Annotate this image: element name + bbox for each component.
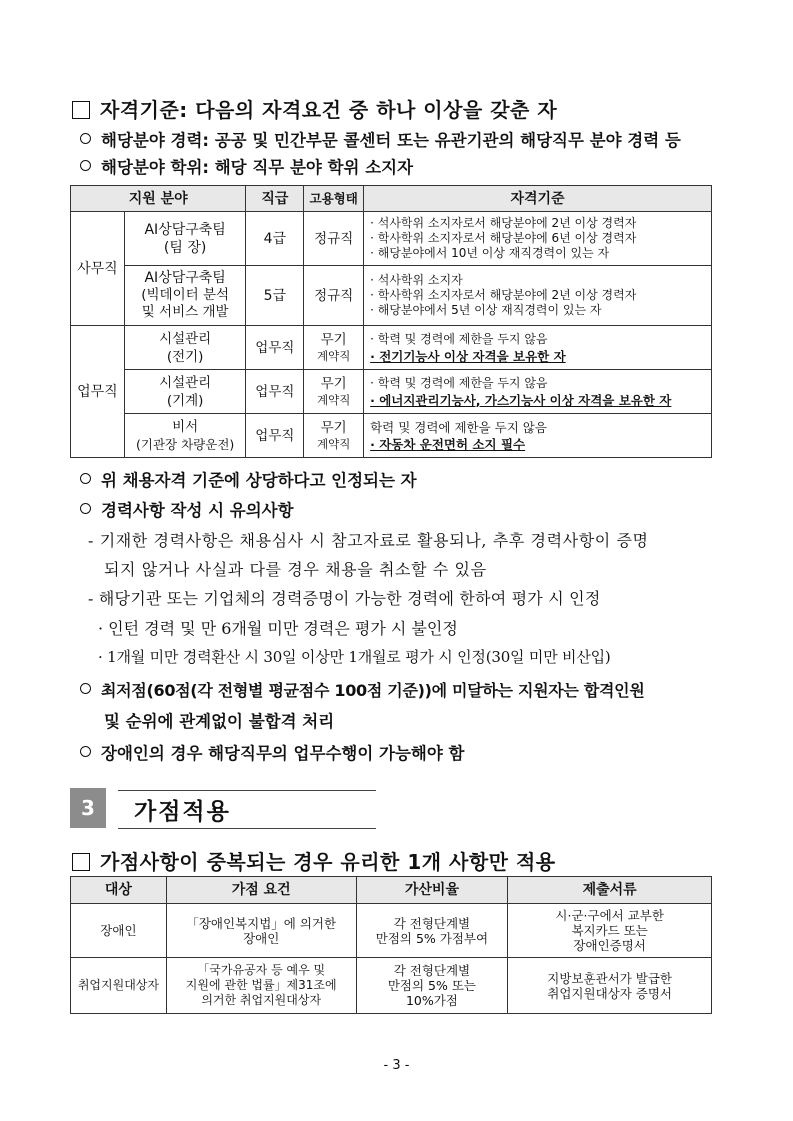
header-type: 고용형태 xyxy=(304,186,364,212)
rate-cell: 각 전형단계별 만점의 5% 또는 10%가점 xyxy=(356,958,508,1014)
grade-cell: 4급 xyxy=(246,212,304,266)
field-cell: AI상담구축팀 (빅데이터 분석 및 서비스 개발 xyxy=(124,266,246,326)
circle-bullet-icon xyxy=(80,473,91,484)
header-criteria: 자격기준 xyxy=(364,186,712,212)
table-row xyxy=(71,904,712,958)
target-cell: 장애인 xyxy=(71,904,167,958)
bonus-heading: 가점사항이 중복되는 경우 유리한 1개 사항만 적용 xyxy=(72,846,556,875)
qualification-heading: 자격기준: 다음의 자격요건 중 하나 이상을 갖춘 자 xyxy=(72,94,557,123)
note-disability: 장애인의 경우 해당직무의 업무수행이 가능해야 함 xyxy=(80,740,464,764)
type-cell: 무기 계약직 xyxy=(304,370,364,414)
circle-bullet-icon xyxy=(80,746,91,757)
type-cell: 무기 계약직 xyxy=(304,414,364,458)
criteria-cell: · 학력 및 경력에 제한을 두지 않음 · 전기기능사 이상 자격을 보유한 자 xyxy=(364,326,712,370)
table-row xyxy=(71,326,712,370)
table-row xyxy=(71,212,712,266)
note-minimum-score: 최저점(60점(각 전형별 평균점수 100점 기준))에 미달하는 지원자는 합격인원 xyxy=(80,678,644,701)
field-cell: 비서 (기관장 차량운전) xyxy=(124,414,246,458)
grade-cell: 5급 xyxy=(246,266,304,326)
table-row xyxy=(71,370,712,414)
table-header-row xyxy=(71,877,712,904)
circle-bullet-icon xyxy=(80,160,91,171)
page-number: - 3 - xyxy=(383,1058,410,1073)
header-field: 지원 분야 xyxy=(71,186,246,212)
table-row xyxy=(71,958,712,1014)
section-top-line xyxy=(118,790,376,791)
bullet-career: 해당분야 경력: 공공 및 민간부문 콜센터 또는 유관기관의 해당직무 분야 경력 등 xyxy=(80,127,681,151)
field-cell: 시설관리 (기계) xyxy=(124,370,246,414)
type-cell: 무기 계약직 xyxy=(304,326,364,370)
table-header-row xyxy=(71,186,712,212)
checkbox-square-icon xyxy=(72,101,90,119)
requirement-cell: 「장애인복지법」에 의거한 장애인 xyxy=(166,904,356,958)
qualification-table xyxy=(70,185,712,458)
circle-bullet-icon xyxy=(80,503,91,514)
table-row xyxy=(71,266,712,326)
section-bottom-line xyxy=(118,828,376,829)
requirement-cell: 「국가유공자 등 예우 및 지원에 관한 법률」제31조에 의거한 취업지원대상자 xyxy=(166,958,356,1014)
rate-cell: 각 전형단계별 만점의 5% 가점부여 xyxy=(356,904,508,958)
criteria-cell: · 학력 및 경력에 제한을 두지 않음 · 에너지관리기능사, 가스기능사 이상 자격을 보유한 자 xyxy=(364,370,712,414)
type-cell: 정규직 xyxy=(304,212,364,266)
bullet-degree: 해당분야 학위: 해당 직무 분야 학위 소지자 xyxy=(80,154,413,178)
criteria-cell: 학력 및 경력에 제한을 두지 않음 · 자동차 운전면허 소지 필수 xyxy=(364,414,712,458)
header-target: 대상 xyxy=(71,877,167,904)
documents-cell: 지방보훈관서가 발급한 취업지원대상자 증명서 xyxy=(508,958,712,1014)
group-operations: 업무직 xyxy=(71,326,125,458)
circle-bullet-icon xyxy=(80,683,91,694)
note-equivalent: 위 채용자격 기준에 상당하다고 인정되는 자 xyxy=(80,467,417,491)
section-number: 3 xyxy=(70,788,106,828)
note-detail-1a: - 기재한 경력사항은 채용심사 시 참고자료로 활용되나, 추후 경력사항이 증명 xyxy=(88,531,649,550)
bonus-table xyxy=(70,876,712,1014)
circle-bullet-icon xyxy=(80,133,91,144)
table-row xyxy=(71,414,712,458)
checkbox-square-icon xyxy=(72,853,90,871)
criteria-cell: · 석사학위 소지자로서 해당분야에 2년 이상 경력자 · 학사학위 소지자로서 해당분야에 6년 이상 경력자 · 해당분야에서 10년 이상 재직경력이 있는 자 xyxy=(364,212,712,266)
type-cell: 정규직 xyxy=(304,266,364,326)
grade-cell: 업무직 xyxy=(246,370,304,414)
field-cell: 시설관리 (전기) xyxy=(124,326,246,370)
grade-cell: 업무직 xyxy=(246,326,304,370)
header-requirement: 가점 요건 xyxy=(166,877,356,904)
header-grade: 직급 xyxy=(246,186,304,212)
note-career-caution: 경력사항 작성 시 유의사항 xyxy=(80,497,294,521)
note-detail-2: - 해당기관 또는 기업체의 경력증명이 가능한 경력에 한하여 평가 시 인정 xyxy=(88,589,601,608)
header-rate: 가산비율 xyxy=(356,877,508,904)
field-cell: AI상담구축팀 (팀 장) xyxy=(124,212,246,266)
header-documents: 제출서류 xyxy=(508,877,712,904)
note-detail-4: · 1개월 미만 경력환산 시 30일 이상만 1개월로 평가 시 인정(30일 미만 비산입) xyxy=(98,648,611,666)
section-title: 가점적용 xyxy=(134,799,231,825)
note-detail-3: · 인턴 경력 및 만 6개월 미만 경력은 평가 시 불인정 xyxy=(98,619,458,638)
grade-cell: 업무직 xyxy=(246,414,304,458)
group-office: 사무직 xyxy=(71,212,125,326)
criteria-cell: · 석사학위 소지자 · 학사학위 소지자로서 해당분야에 2년 이상 경력자 · 해당분야에서 5년 이상 재직경력이 있는 자 xyxy=(364,266,712,326)
note-minimum-score-cont: 및 순위에 관계없이 불합격 처리 xyxy=(104,712,335,731)
documents-cell: 시·군·구에서 교부한 복지카드 또는 장애인증명서 xyxy=(508,904,712,958)
note-detail-1b: 되지 않거나 사실과 다를 경우 채용을 취소할 수 있음 xyxy=(104,560,487,579)
target-cell: 취업지원대상자 xyxy=(71,958,167,1014)
